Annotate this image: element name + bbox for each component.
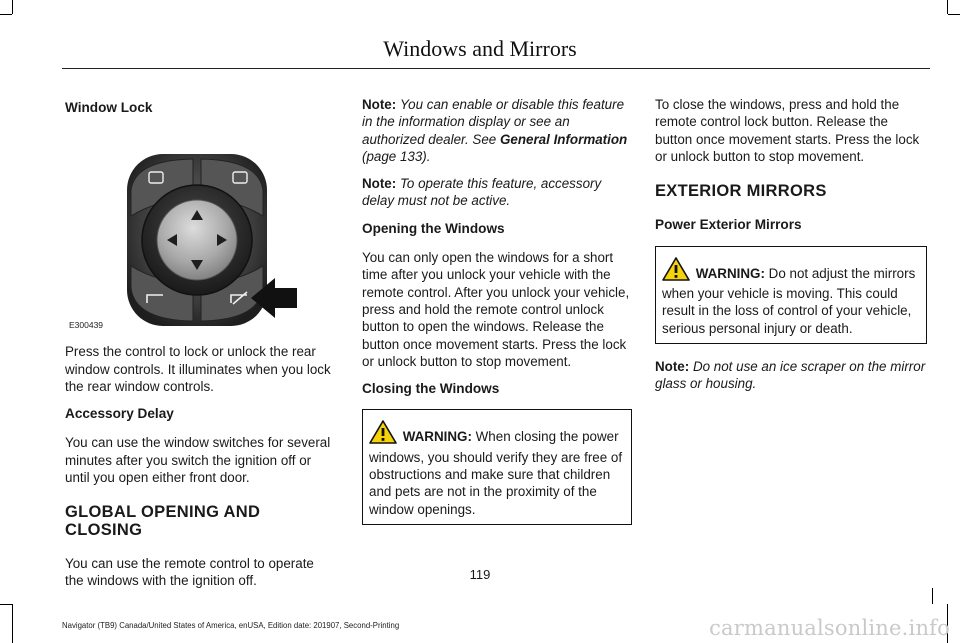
crop-mark — [0, 14, 12, 15]
warning-label: WARNING: — [402, 429, 472, 445]
note-ice-scraper — [655, 358, 927, 393]
page-title: Windows and Mirrors — [383, 36, 577, 61]
note-accessory — [362, 175, 632, 210]
warning-box — [655, 246, 927, 344]
note-text: You can enable or disable this feature in the information display or see an authorized dealer. See — [362, 97, 625, 147]
crop-mark — [932, 588, 933, 604]
warning-text: Do not adjust the mirrors when your vehicle is moving. This could result in the loss of control of your vehicle, serious personal injury or death. — [662, 265, 916, 336]
note-label: Note: — [362, 176, 397, 192]
warning-icon — [369, 420, 397, 448]
note-text: To operate this feature, accessory delay must not be active. — [362, 176, 602, 209]
figure-code: E300439 — [69, 320, 104, 331]
note-label: Note: — [655, 358, 690, 374]
column-left — [65, 96, 335, 600]
heading-exterior-mirrors: EXTERIOR MIRRORS — [655, 182, 827, 201]
heading-opening-windows: Opening the Windows — [362, 220, 505, 236]
crop-mark — [948, 14, 960, 15]
crop-mark — [12, 604, 13, 643]
heading-power-mirrors: Power Exterior Mirrors — [655, 217, 802, 233]
note-page-ref: (page 133). — [362, 148, 431, 164]
heading-closing-windows: Closing the Windows — [362, 381, 500, 397]
warning-box — [362, 409, 632, 524]
window-switch-illustration — [65, 128, 335, 333]
heading-window-lock: Window Lock — [65, 100, 153, 115]
watermark: carmanualsonline.info — [709, 616, 950, 640]
heading-global-opening: GLOBAL OPENING AND CLOSING — [65, 503, 261, 539]
paragraph-opening: You can only open the windows for a short time after you unlock your vehicle with the remote control. After you unlock your vehicle, press and hold the remote control unlock button to open the windows. Release the button once movement starts. Press the lock or unlock button to stop movement. — [362, 250, 630, 369]
window-lock-figure — [65, 128, 335, 333]
paragraph-accessory: You can use the window switches for several minutes after you switch the ignition off or until you open either front door. — [65, 435, 331, 486]
page-number: 119 — [469, 567, 491, 582]
warning-icon — [662, 257, 690, 285]
paragraph-global: You can use the remote control to operate the windows with the ignition off. — [65, 555, 314, 589]
warning-text: When closing the power windows, you should verify they are free of obstructions and make sure that children and pets are not in the proximity of the window openings. — [369, 429, 623, 517]
note-text: Do not use an ice scraper on the mirror glass or housing. — [655, 358, 926, 392]
column-middle — [362, 96, 632, 539]
header-rule — [62, 68, 930, 69]
cross-reference-link[interactable]: General Information — [499, 131, 628, 147]
heading-accessory-delay: Accessory Delay — [65, 406, 174, 422]
paragraph-close: To close the windows, press and hold the remote control lock button. Release the button once movement starts. Press the lock or unlock button to stop movement. — [655, 97, 920, 164]
crop-mark — [947, 0, 948, 14]
edition-footer: Navigator (TB9) Canada/United States of America, enUSA, Edition date: 201907, Second-Printing — [62, 621, 400, 630]
crop-mark — [12, 0, 13, 14]
column-right — [655, 96, 927, 403]
crop-mark — [0, 604, 12, 605]
note-enable — [362, 96, 632, 165]
paragraph-lock: Press the control to lock or unlock the rear window controls. It illuminates when you lock the rear window controls. — [65, 344, 331, 394]
note-label: Note: — [362, 97, 397, 112]
warning-label: WARNING: — [695, 265, 765, 281]
